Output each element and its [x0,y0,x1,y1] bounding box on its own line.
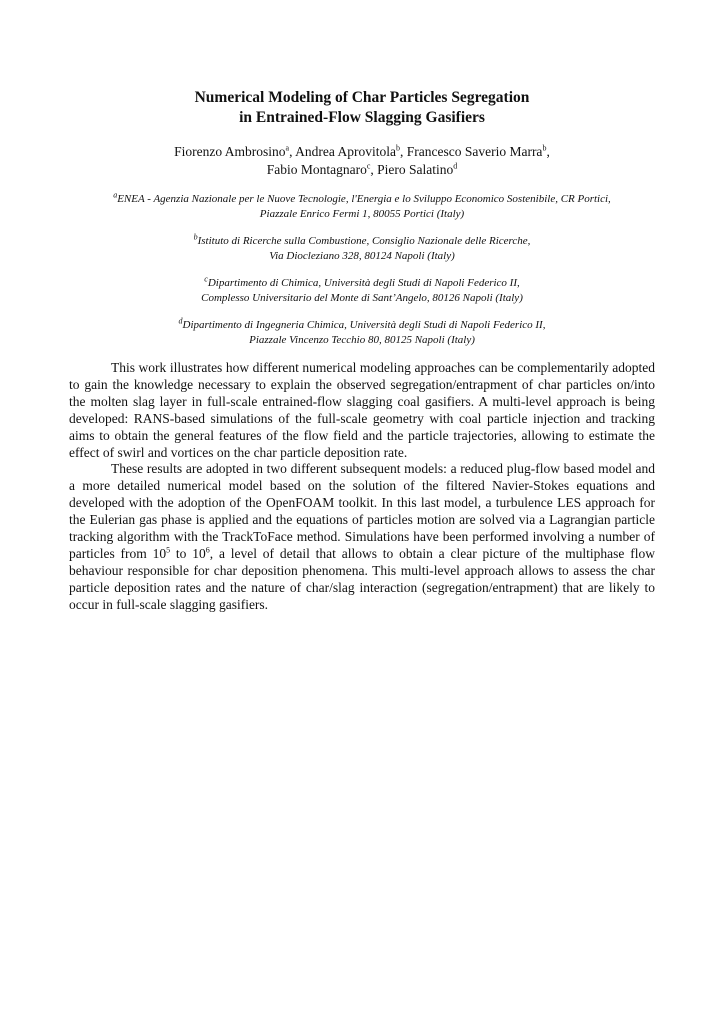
affiliation-mark: a [113,190,118,200]
affiliation-c [40,276,684,306]
paragraph-text: to [170,545,193,561]
authors-line-1: Fiorenzo Ambrosino$^a$, Andrea Aprovitola$^b$, Francesco Saverio Marra$^b$, [174,143,550,159]
author-name: Francesco Saverio Marra [406,144,543,159]
affiliation-text: Dipartimento di Chimica, Università degli Studi di Napoli Federico II, [207,277,520,289]
affiliation-mark: c [204,274,208,284]
author-name: Piero Salatino [377,162,454,177]
abstract-paragraph-1: This work illustrates how different numerical modeling approaches can be complementarily adopted to gain the knowledge necessary to explain the observed segregation/entrapment of char particles on/into the molten slag layer in full-scale entrained-flow slagging coal gasifiers. A multi-level approach is being developed: RANS-based simulations of the full-scale geometry with coal particle injection and tracking aims to obtain the general features of the flow field and the particle trajectories, allowing to estimate the effect of swirl and vortices on the char particle deposition rate. [69,360,655,460]
affiliation-line-1 [40,276,684,291]
affiliation-text: ENEA - Agenzia Nazionale per le Nuove Tecnologie, l'Energia e lo Sviluppo Economico Sostenibile, CR Portici, [117,193,611,205]
author-affiliation-mark: a [285,143,290,153]
title-line-1: Numerical Modeling of Char Particles Segregation [194,89,530,106]
abstract-body [69,360,655,614]
affiliation-a [40,192,684,222]
authors-line-2: Fabio Montagnaro$^c$, Piero Salatino$^d$ [266,161,458,177]
number-exponent: 5 [166,545,171,555]
paper-title [0,88,724,128]
affiliation-line-2: Complesso Universitario del Monte di Sant’Angelo, 80126 Napoli (Italy) [201,292,523,304]
affiliation-text: Istituto di Ricerche sulla Combustione, Consiglio Nazionale delle Ricerche, [197,235,531,247]
author-name: Andrea Aprovitola [295,144,396,159]
affiliation-line-1 [40,234,684,249]
author-affiliation-mark: d [453,161,458,171]
affiliation-line-2: Via Diocleziano 328, 80124 Napoli (Italy) [269,250,455,262]
paragraph-text: , a level of detail that allows to obtain a clear picture of the multiphase flow behaviour responsible for char deposition phenomena. This multi-level approach allows to assess the char particle deposition rates and the nature of char/slag interaction (segregation/entrapment) that are likely to occur in full-scale slagging gasifiers. [69,545,655,612]
affiliation-text: Dipartimento di Ingegneria Chimica, Università degli Studi di Napoli Federico II, [182,319,546,331]
affiliation-d [40,318,684,348]
paragraph-text: These results are adopted in two different subsequent models: a reduced plug-flow based model and a more detailed numerical model based on the solution of the filtered Navier-Stokes equations and developed with the adoption of the OpenFOAM toolkit. In this last model, a turbulence LES approach for the Eulerian gas phase is applied and the equations of particles motion are solved via a Lagrangian particle tracking algorithm with the TrackToFace method. Simulations have been performed involving a number of particles from [69,461,655,561]
author-name: Fabio Montagnaro [266,162,367,177]
affiliation-line-1 [40,192,684,207]
number-exponent: 6 [205,545,210,555]
affiliation-b [40,234,684,264]
author-name: Fiorenzo Ambrosino [174,144,286,159]
author-list [0,143,724,179]
affiliation-line-2: Piazzale Vincenzo Tecchio 80, 80125 Napoli (Italy) [249,334,475,346]
author-affiliation-mark: c [366,161,371,171]
affiliation-mark: d [178,316,183,326]
abstract-paragraph-2 [69,461,655,613]
number-base: 10 [192,545,206,561]
affiliation-mark: b [193,232,198,242]
author-affiliation-mark: b [542,143,547,153]
title-line-2: in Entrained-Flow Slagging Gasifiers [239,109,485,126]
number-base: 10 [152,545,167,561]
affiliation-line-1 [40,318,684,333]
author-affiliation-mark: b [395,143,400,153]
affiliation-line-2: Piazzale Enrico Fermi 1, 80055 Portici (Italy) [259,208,465,220]
